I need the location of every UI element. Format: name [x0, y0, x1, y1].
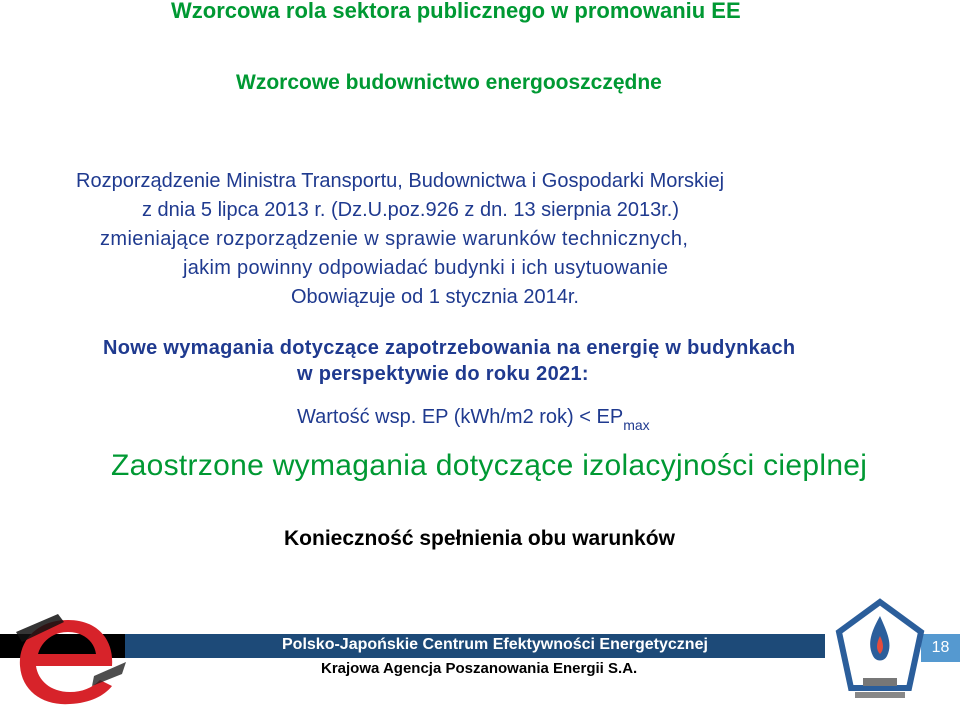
regulation-line-1: Rozporządzenie Ministra Transportu, Budownictwa i Gospodarki Morskiej — [76, 170, 725, 192]
footer-agency-name: Krajowa Agencja Poszanowania Energii S.A. — [321, 660, 638, 677]
ep-formula-text: Wartość wsp. EP (kWh/m2 rok) < EP — [297, 406, 624, 428]
ep-formula — [297, 406, 650, 433]
kape-e-logo-icon — [8, 612, 128, 710]
new-requirements-line-1: Nowe wymagania dotyczące zapotrzebowania na energię w budynkach — [103, 337, 796, 359]
japan-center-logo-icon — [835, 598, 925, 708]
page-number: 18 — [921, 634, 960, 662]
new-requirements-line-2: w perspektywie do roku 2021: — [297, 363, 589, 385]
slide-title: Wzorcowa rola sektora publicznego w promowaniu EE — [171, 0, 741, 23]
slide-subtitle: Wzorcowe budownictwo energooszczędne — [236, 71, 662, 94]
regulation-line-5: Obowiązuje od 1 stycznia 2014r. — [291, 286, 579, 308]
footer-organization-name: Polsko-Japońskie Centrum Efektywności Energetycznej — [282, 636, 708, 653]
insulation-requirement: Zaostrzone wymagania dotyczące izolacyjności cieplnej — [111, 449, 868, 482]
regulation-line-2: z dnia 5 lipca 2013 r. (Dz.U.poz.926 z dn. 13 sierpnia 2013r.) — [142, 199, 679, 221]
ep-formula-subscript: max — [623, 417, 650, 433]
regulation-line-4: jakim powinny odpowiadać budynki i ich usytuowanie — [183, 257, 669, 279]
necessity-statement: Konieczność spełnienia obu warunków — [284, 527, 675, 550]
regulation-line-3: zmieniające rozporządzenie w sprawie warunków technicznych, — [100, 228, 689, 250]
